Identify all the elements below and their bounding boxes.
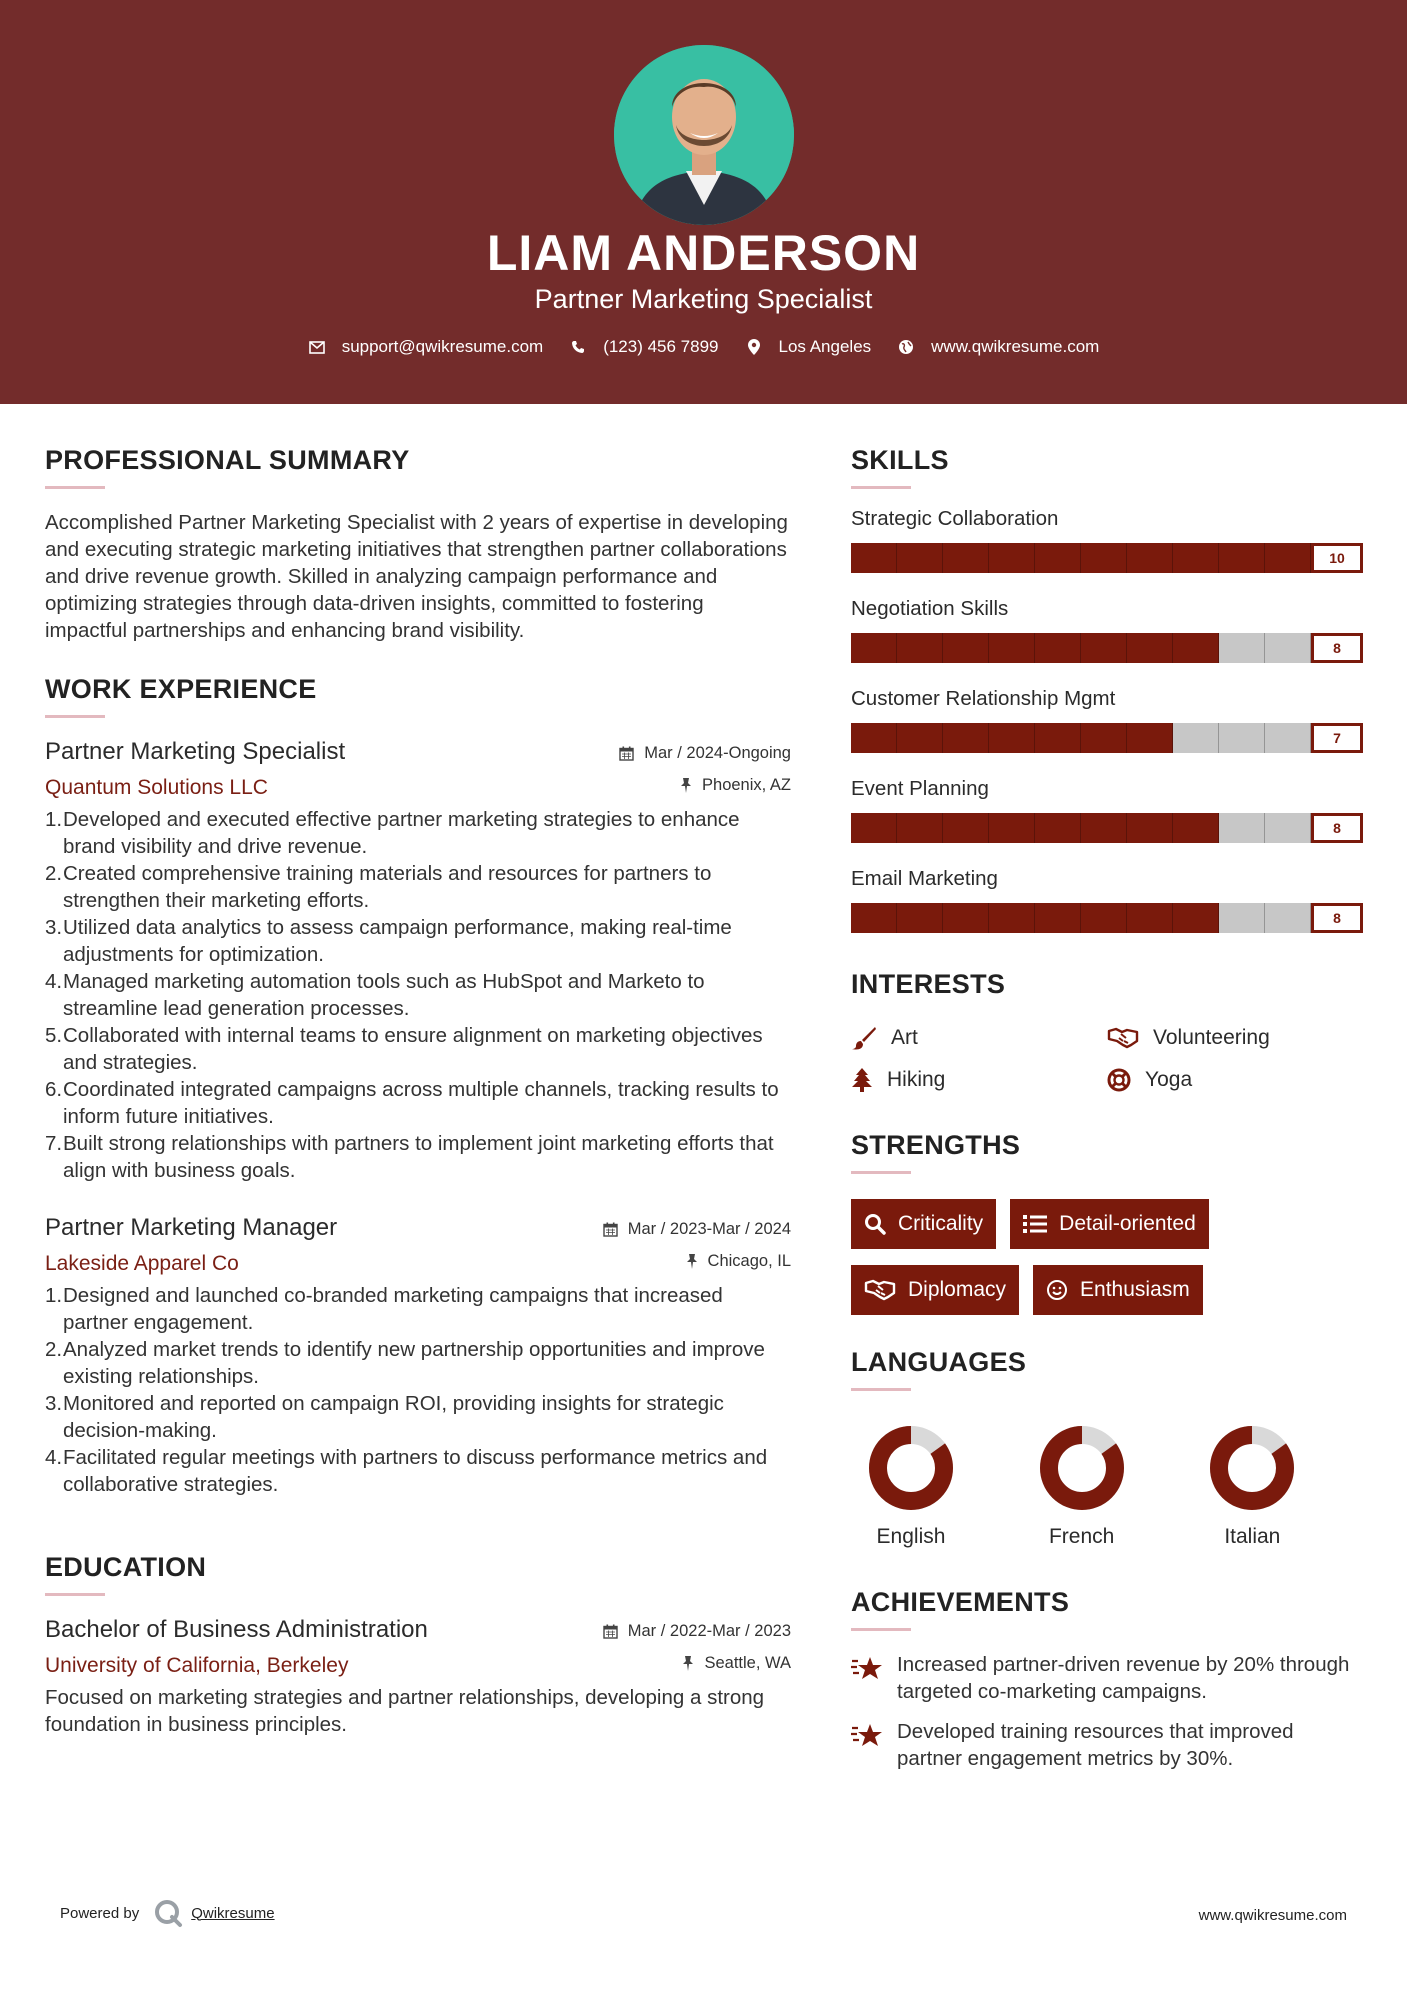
language-name: French bbox=[1048, 1525, 1115, 1548]
languages-heading: LANGUAGES bbox=[851, 1347, 1027, 1377]
interests-section bbox=[851, 969, 1363, 1092]
summary-heading: PROFESSIONAL SUMMARY bbox=[45, 445, 410, 475]
duty-item: Monitored and reported on campaign ROI, providing insights for strategic decision-making. bbox=[63, 1392, 724, 1442]
job-entry bbox=[45, 738, 791, 1184]
skill-bar-segment bbox=[1081, 813, 1127, 843]
pushpin-icon bbox=[686, 1254, 698, 1269]
list-icon bbox=[1023, 1214, 1047, 1234]
duty-item: Utilized data analytics to assess campaign performance, making real-time adjustments for optimization. bbox=[63, 916, 732, 966]
duty-item: Collaborated with internal teams to ensure alignment on marketing objectives and strategies. bbox=[63, 1024, 763, 1074]
skill-item bbox=[851, 867, 1363, 933]
person-avatar-icon bbox=[614, 45, 794, 225]
skill-level-badge: 10 bbox=[1311, 543, 1363, 573]
map-pin-icon bbox=[745, 338, 763, 356]
languages-list bbox=[851, 1425, 1363, 1549]
star-award-icon bbox=[851, 1722, 883, 1748]
skill-bar-segment bbox=[1173, 813, 1219, 843]
job-duties bbox=[45, 1282, 791, 1498]
skill-bar-segment bbox=[989, 903, 1035, 933]
skill-bar-segment bbox=[1219, 903, 1265, 933]
language-donut bbox=[868, 1425, 954, 1511]
smile-icon bbox=[1046, 1279, 1068, 1301]
interests-heading: INTERESTS bbox=[851, 969, 1006, 999]
header-banner bbox=[0, 0, 1407, 404]
skill-bar-segment bbox=[851, 633, 897, 663]
footer-powered-by bbox=[60, 1898, 275, 1928]
strengths-heading: STRENGTHS bbox=[851, 1130, 1021, 1160]
contact-row bbox=[0, 337, 1407, 357]
achievements-section bbox=[851, 1587, 1363, 1772]
skill-bar bbox=[851, 813, 1363, 843]
section-divider bbox=[45, 486, 105, 489]
profile-photo bbox=[614, 45, 794, 225]
education-location bbox=[682, 1654, 791, 1673]
job-date-text: Mar / 2023-Mar / 2024 bbox=[627, 1220, 791, 1238]
skill-bar-segment bbox=[1081, 543, 1127, 573]
skill-item bbox=[851, 687, 1363, 753]
skill-bar-segment bbox=[1081, 633, 1127, 663]
skill-name: Customer Relationship Mgmt bbox=[851, 687, 1116, 710]
strength-chip bbox=[851, 1265, 1019, 1315]
education-date bbox=[603, 1622, 791, 1641]
handshake-icon bbox=[864, 1279, 896, 1301]
skill-bar-segment bbox=[1127, 813, 1173, 843]
education-section bbox=[45, 1552, 791, 1738]
interest-label: Hiking bbox=[887, 1068, 946, 1091]
skill-bar-segment bbox=[989, 633, 1035, 663]
skill-bar-segment bbox=[851, 813, 897, 843]
achievements-heading: ACHIEVEMENTS bbox=[851, 1587, 1070, 1617]
skill-bar-segment bbox=[989, 543, 1035, 573]
duty-item: Designed and launched co-branded marketing campaigns that increased partner engagement. bbox=[63, 1284, 723, 1334]
job-date-text: Mar / 2024-Ongoing bbox=[644, 744, 791, 762]
skill-name: Strategic Collaboration bbox=[851, 507, 1059, 530]
skill-level-badge: 8 bbox=[1311, 633, 1363, 663]
interest-label: Volunteering bbox=[1153, 1026, 1270, 1049]
achievement-text: Increased partner-driven revenue by 20% through targeted co-marketing campaigns. bbox=[897, 1653, 1350, 1703]
job-company: Quantum Solutions LLC bbox=[45, 776, 268, 799]
job-role: Partner Marketing Specialist bbox=[45, 738, 346, 765]
skill-bar-segment bbox=[943, 723, 989, 753]
job-location bbox=[686, 1252, 791, 1271]
duty-item: Analyzed market trends to identify new partnership opportunities and improve existing relationships. bbox=[63, 1338, 765, 1388]
skill-name: Email Marketing bbox=[851, 867, 998, 890]
job-duties bbox=[45, 806, 791, 1184]
skill-bar-segment bbox=[1173, 903, 1219, 933]
skill-bar-segment bbox=[943, 813, 989, 843]
language-name: Italian bbox=[1224, 1525, 1281, 1548]
skill-bar-segment bbox=[1173, 723, 1219, 753]
skill-bar-segment bbox=[1035, 633, 1081, 663]
summary-section bbox=[45, 445, 791, 644]
skill-bar-segment bbox=[1265, 903, 1311, 933]
skill-level-badge: 8 bbox=[1311, 813, 1363, 843]
calendar-icon bbox=[619, 746, 634, 761]
duty-item: Created comprehensive training materials and resources for partners to strengthen their marketing efforts. bbox=[63, 862, 712, 912]
skill-bar-segment bbox=[1127, 903, 1173, 933]
experience-section bbox=[45, 674, 791, 1498]
envelope-icon bbox=[308, 338, 326, 356]
languages-section bbox=[851, 1347, 1363, 1549]
handshake-icon bbox=[1107, 1027, 1139, 1049]
skill-bar-segment bbox=[943, 903, 989, 933]
skill-bar-segment bbox=[1265, 543, 1311, 573]
job-role: Partner Marketing Manager bbox=[45, 1214, 338, 1241]
pushpin-icon bbox=[682, 1656, 694, 1671]
contact-website[interactable] bbox=[897, 337, 1099, 357]
skill-bar-segment bbox=[1219, 813, 1265, 843]
skill-bar-segment bbox=[1127, 723, 1173, 753]
job-company: Lakeside Apparel Co bbox=[45, 1252, 239, 1275]
skill-bar-segment bbox=[1035, 813, 1081, 843]
skill-bar-segment bbox=[1127, 633, 1173, 663]
skill-bar-segment bbox=[851, 543, 897, 573]
job-location-text: Chicago, IL bbox=[707, 1252, 791, 1270]
footer-website[interactable]: www.qwikresume.com bbox=[1198, 1907, 1347, 1924]
skill-bar-segment bbox=[1219, 723, 1265, 753]
skill-item bbox=[851, 507, 1363, 573]
calendar-icon bbox=[603, 1222, 618, 1237]
skill-bar bbox=[851, 633, 1363, 663]
paintbrush-icon bbox=[851, 1026, 877, 1050]
section-divider bbox=[45, 715, 105, 718]
skill-bar-segment bbox=[1173, 543, 1219, 573]
job-date bbox=[603, 1220, 791, 1239]
skill-bar-segment bbox=[1265, 633, 1311, 663]
achievement-item bbox=[851, 1651, 1363, 1705]
contact-location bbox=[745, 337, 872, 357]
education-header bbox=[45, 1616, 791, 1684]
skill-bar-segment bbox=[1219, 543, 1265, 573]
skill-bar-segment bbox=[897, 903, 943, 933]
skill-level-badge: 8 bbox=[1311, 903, 1363, 933]
school-name: University of California, Berkeley bbox=[45, 1654, 349, 1677]
education-location-text: Seattle, WA bbox=[704, 1654, 791, 1672]
interest-item bbox=[851, 1068, 1107, 1092]
language-name: English bbox=[876, 1525, 946, 1548]
job-location bbox=[680, 776, 791, 795]
education-text: Focused on marketing strategies and partner relationships, developing a strong foundation in business principles. bbox=[45, 1686, 765, 1736]
skill-item bbox=[851, 597, 1363, 663]
summary-text: Accomplished Partner Marketing Specialist with 2 years of expertise in developing and executing strategic marketing initiatives that strengthen partner collaborations and drive revenue growth. Skilled in analyzing campaign performance and optimizing strategies through data-driven insights, committed to fostering impactful partnerships and enhancing brand visibility. bbox=[45, 511, 788, 642]
skill-bar-segment bbox=[1081, 903, 1127, 933]
skill-bar-segment bbox=[897, 543, 943, 573]
degree-title: Bachelor of Business Administration bbox=[45, 1616, 428, 1643]
strength-chip bbox=[1033, 1265, 1203, 1315]
skill-bar-segment bbox=[851, 903, 897, 933]
skill-bar-segment bbox=[851, 723, 897, 753]
section-divider bbox=[851, 1628, 911, 1631]
job-location-text: Phoenix, AZ bbox=[702, 776, 791, 794]
job-entry bbox=[45, 1214, 791, 1498]
strength-chip bbox=[851, 1199, 996, 1249]
education-date-text: Mar / 2022-Mar / 2023 bbox=[627, 1622, 791, 1640]
contact-website-text: www.qwikresume.com bbox=[931, 337, 1100, 356]
education-heading: EDUCATION bbox=[45, 1552, 207, 1582]
skill-bar-segment bbox=[989, 723, 1035, 753]
language-item bbox=[1022, 1425, 1193, 1549]
strength-chip bbox=[1010, 1199, 1209, 1249]
skill-level-badge: 7 bbox=[1311, 723, 1363, 753]
strengths-section bbox=[851, 1130, 1363, 1315]
skill-name: Negotiation Skills bbox=[851, 597, 1009, 620]
experience-heading: WORK EXPERIENCE bbox=[45, 674, 317, 704]
skill-bar-segment bbox=[989, 813, 1035, 843]
skill-bar bbox=[851, 903, 1363, 933]
contact-phone-text: (123) 456 7899 bbox=[603, 337, 719, 356]
section-divider bbox=[851, 486, 911, 489]
duty-item: Coordinated integrated campaigns across multiple channels, tracking results to inform future initiatives. bbox=[63, 1078, 779, 1128]
interest-item bbox=[1107, 1068, 1363, 1092]
tree-icon bbox=[851, 1068, 873, 1092]
skill-bar-segment bbox=[1265, 723, 1311, 753]
globe-icon bbox=[897, 338, 915, 356]
candidate-name: LIAM ANDERSON bbox=[486, 225, 921, 281]
job-header bbox=[45, 738, 791, 806]
search-icon bbox=[864, 1213, 886, 1235]
job-header bbox=[45, 1214, 791, 1282]
achievement-item bbox=[851, 1718, 1363, 1772]
skill-bar-segment bbox=[1035, 723, 1081, 753]
strengths-list bbox=[851, 1199, 1363, 1315]
skills-section bbox=[851, 445, 1363, 933]
candidate-title: Partner Marketing Specialist bbox=[534, 284, 873, 314]
contact-location-text: Los Angeles bbox=[778, 337, 872, 356]
interest-item bbox=[1107, 1026, 1363, 1050]
interest-label: Yoga bbox=[1145, 1068, 1193, 1091]
section-divider bbox=[45, 1593, 105, 1596]
lifebuoy-icon bbox=[1107, 1068, 1131, 1092]
skill-bar-segment bbox=[1035, 543, 1081, 573]
skill-name: Event Planning bbox=[851, 777, 989, 800]
duty-item: Facilitated regular meetings with partners to discuss performance metrics and collaborative strategies. bbox=[63, 1446, 768, 1496]
skill-bar-segment bbox=[1265, 813, 1311, 843]
skill-bar-segment bbox=[943, 633, 989, 663]
interest-item bbox=[851, 1026, 1107, 1050]
section-divider bbox=[851, 1388, 911, 1391]
right-column bbox=[851, 445, 1363, 1772]
star-award-icon bbox=[851, 1655, 883, 1681]
interests-grid bbox=[851, 1026, 1363, 1092]
skill-bar-segment bbox=[943, 543, 989, 573]
language-donut bbox=[1209, 1425, 1295, 1511]
language-donut bbox=[1039, 1425, 1125, 1511]
skills-heading: SKILLS bbox=[851, 445, 949, 475]
powered-by-label: Powered by bbox=[60, 1904, 140, 1922]
section-divider bbox=[851, 1171, 911, 1174]
language-item bbox=[1192, 1425, 1363, 1549]
contact-email-text: support@qwikresume.com bbox=[341, 337, 544, 356]
education-entry bbox=[45, 1616, 791, 1738]
job-date bbox=[619, 744, 791, 763]
strength-label: Diplomacy bbox=[908, 1278, 1007, 1301]
skill-bar bbox=[851, 543, 1363, 573]
duty-item: Built strong relationships with partners to implement joint marketing efforts that align with business goals. bbox=[63, 1132, 774, 1182]
brand-link[interactable]: Qwikresume bbox=[191, 1904, 275, 1922]
achievement-text: Developed training resources that improved partner engagement metrics by 30%. bbox=[897, 1720, 1294, 1770]
contact-phone[interactable] bbox=[569, 337, 718, 357]
interest-label: Art bbox=[891, 1026, 918, 1049]
skill-bar-segment bbox=[1173, 633, 1219, 663]
language-item bbox=[851, 1425, 1022, 1549]
strength-label: Enthusiasm bbox=[1080, 1278, 1190, 1301]
qwikresume-logo-icon bbox=[153, 1898, 183, 1928]
pushpin-icon bbox=[680, 778, 692, 793]
duty-item: Developed and executed effective partner marketing strategies to enhance brand visibility and drive revenue. bbox=[63, 808, 740, 858]
skill-bar-segment bbox=[1219, 633, 1265, 663]
skill-bar-segment bbox=[897, 813, 943, 843]
skill-bar-segment bbox=[897, 633, 943, 663]
strength-label: Criticality bbox=[898, 1212, 984, 1235]
skill-bar-segment bbox=[1127, 543, 1173, 573]
skill-bar-segment bbox=[1081, 723, 1127, 753]
strength-label: Detail-oriented bbox=[1059, 1212, 1196, 1235]
skills-list bbox=[851, 507, 1363, 933]
phone-icon bbox=[569, 338, 587, 356]
left-column bbox=[45, 445, 791, 1738]
calendar-icon bbox=[603, 1624, 618, 1639]
duty-item: Managed marketing automation tools such as HubSpot and Marketo to streamline lead generation processes. bbox=[63, 970, 705, 1020]
skill-bar bbox=[851, 723, 1363, 753]
contact-email[interactable] bbox=[308, 337, 544, 357]
skill-bar-segment bbox=[897, 723, 943, 753]
skill-bar-segment bbox=[1035, 903, 1081, 933]
skill-item bbox=[851, 777, 1363, 843]
